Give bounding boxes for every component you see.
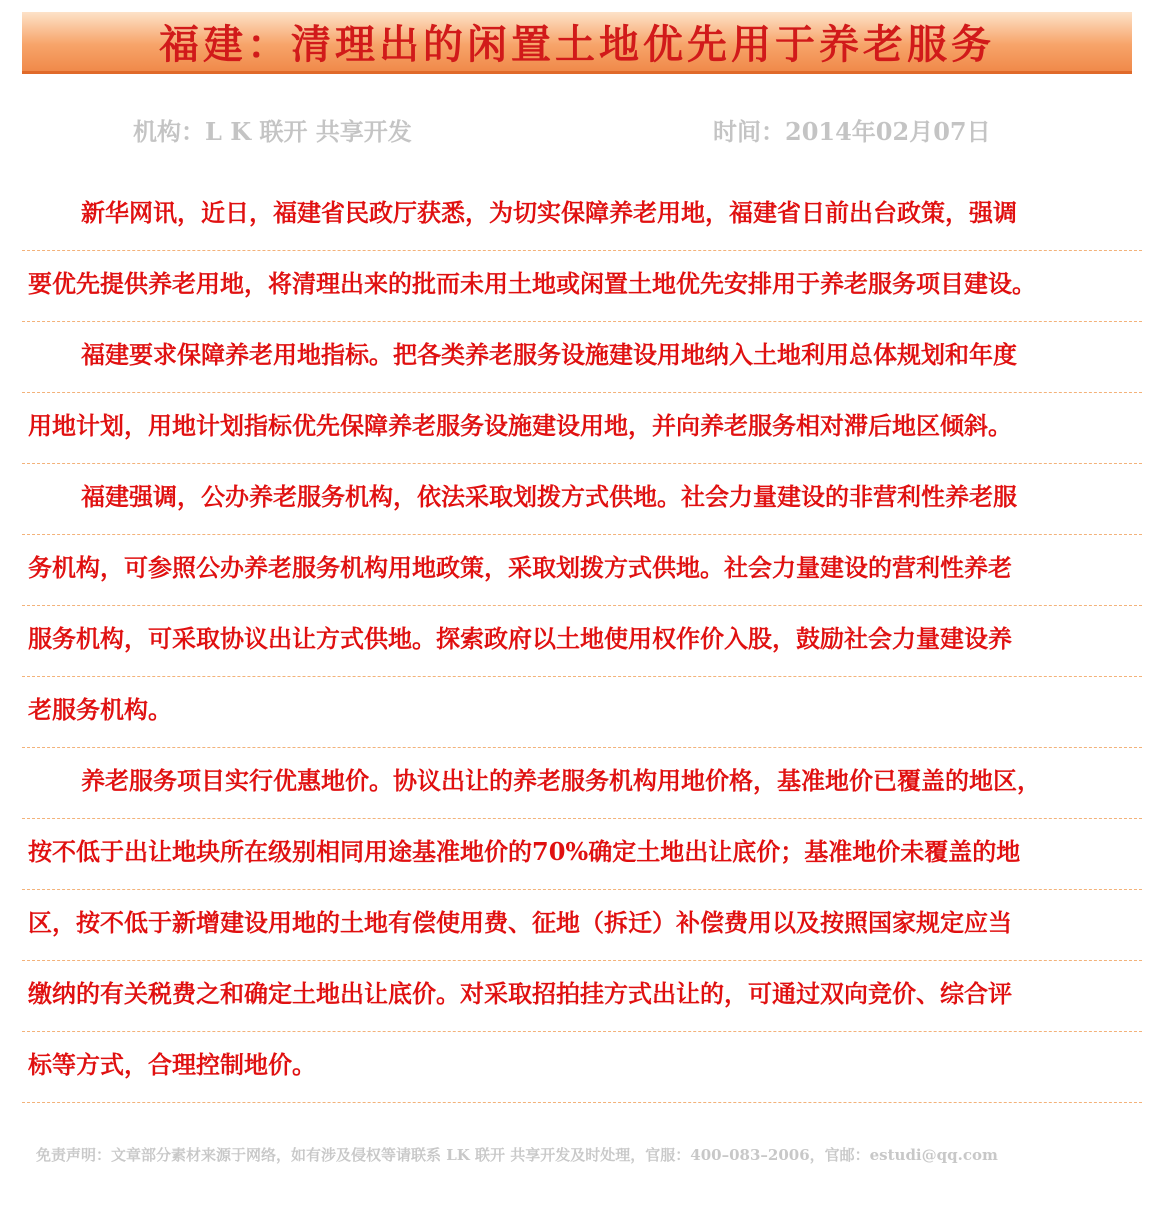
date-label: 时间：2014年02月07日	[713, 117, 991, 146]
title-banner	[22, 12, 1132, 74]
article-line	[22, 677, 1142, 748]
article-line-text: 福建要求保障养老用地指标。把各类养老服务设施建设用地纳入土地利用总体规划和年度	[81, 340, 1017, 369]
article-line	[22, 251, 1142, 322]
article-line	[22, 819, 1142, 890]
article-line-text: 养老服务项目实行优惠地价。协议出让的养老服务机构用地价格，基准地价已覆盖的地区，	[81, 766, 1041, 795]
article-line	[22, 464, 1142, 535]
article-line-text: 缴纳的有关税费之和确定土地出让底价。对采取招拍挂方式出让的，可通过双向竞价、综合评	[28, 979, 1012, 1008]
article-line	[22, 748, 1142, 819]
article-body	[22, 180, 1142, 1103]
article-line	[22, 180, 1142, 251]
article-line	[22, 890, 1142, 961]
article-line-text: 区，按不低于新增建设用地的土地有偿使用费、征地（拆迁）补偿费用以及按照国家规定应当	[28, 908, 1012, 937]
article-line-text: 新华网讯，近日，福建省民政厅获悉，为切实保障养老用地，福建省日前出台政策，强调	[81, 198, 1017, 227]
article-line-text: 标等方式，合理控制地价。	[28, 1050, 316, 1079]
article-line-text: 用地计划，用地计划指标优先保障养老服务设施建设用地，并向养老服务相对滞后地区倾斜。	[28, 411, 1012, 440]
article-line-text: 务机构，可参照公办养老服务机构用地政策，采取划拨方式供地。社会力量建设的营利性养老	[28, 553, 1012, 582]
article-line-text: 福建强调，公办养老服务机构，依法采取划拨方式供地。社会力量建设的非营利性养老服	[81, 482, 1017, 511]
article-line-text: 老服务机构。	[28, 695, 172, 724]
article-line	[22, 606, 1142, 677]
article-line	[22, 322, 1142, 393]
page-title: 福建：清理出的闲置土地优先用于养老服务	[159, 21, 995, 68]
article-line	[22, 535, 1142, 606]
article-line-text: 按不低于出让地块所在级别相同用途基准地价的70%确定土地出让底价；基准地价未覆盖的地	[28, 837, 1021, 866]
article-line	[22, 961, 1142, 1032]
article-line-text: 要优先提供养老用地，将清理出来的批而未用土地或闲置土地优先安排用于养老服务项目建设。	[28, 269, 1036, 298]
article-line	[22, 1032, 1142, 1103]
article-line	[22, 393, 1142, 464]
article-line-text: 服务机构，可采取协议出让方式供地。探索政府以土地使用权作价入股，鼓励社会力量建设养	[28, 624, 1012, 653]
disclaimer-text: 免责声明：文章部分素材来源于网络，如有涉及侵权等请联系 LK 联开 共享开发及时处理，官服：400–083–2006，官邮：estudi@qq.com	[36, 1146, 998, 1164]
org-label: 机构：L K 联开 共享开发	[133, 117, 412, 146]
